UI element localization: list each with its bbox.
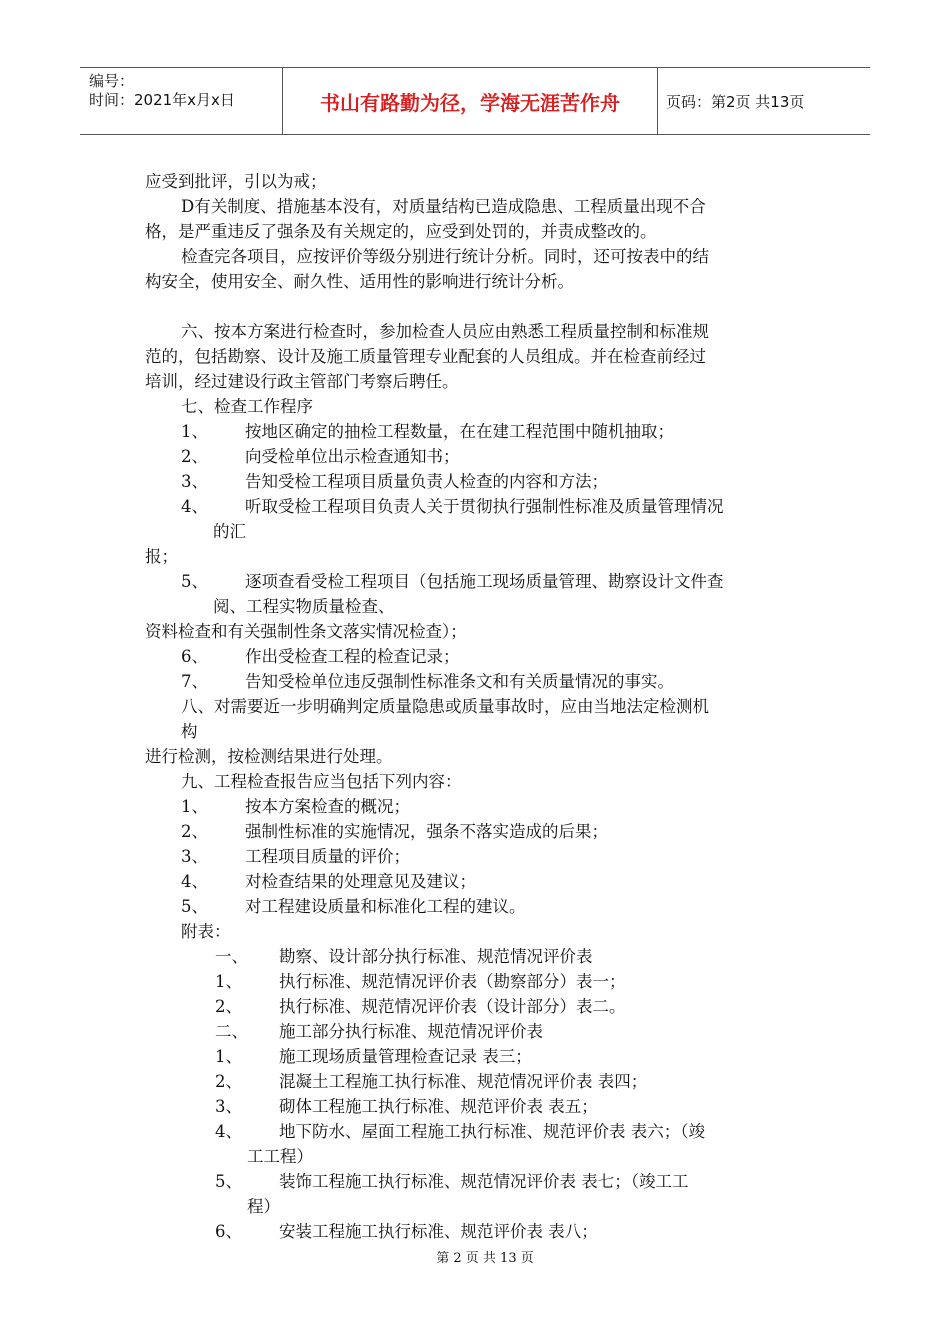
list-item: 地下防水、屋面工程施工执行标准、规范评价表 表六；（竣 <box>279 1122 705 1141</box>
paragraph-line: 检查完各项目，应按评价等级分别进行统计分析。同时，还可按表中的结 <box>181 247 709 266</box>
section-6-line: 六、按本方案进行检查时，参加检查人员应由熟悉工程质量控制和标准规 <box>181 322 709 341</box>
list-item: 对工程建设质量和标准化工程的建议。 <box>245 897 526 916</box>
document-time: 时间：2021年x月x日 <box>89 91 235 109</box>
list-number: 4、 <box>181 872 208 891</box>
list-number: 3、 <box>181 472 208 491</box>
list-number: 1、 <box>181 422 208 441</box>
list-item-continuation: 报； <box>145 547 178 566</box>
list-item-continuation: 的汇 <box>213 522 246 541</box>
section-6-line: 培训，经过建设行政主管部门考察后聘任。 <box>145 372 459 391</box>
list-item: 施工部分执行标准、规范情况评价表 <box>279 1022 543 1041</box>
section-8-line: 构 <box>181 722 198 741</box>
list-number: 7、 <box>181 672 208 691</box>
list-item: 工程项目质量的评价； <box>245 847 410 866</box>
list-item: 对检查结果的处理意见及建议； <box>245 872 476 891</box>
header-meta <box>80 68 283 134</box>
list-number: 6、 <box>215 1222 242 1241</box>
list-number: 1、 <box>215 972 242 991</box>
section-8-line: 八、对需要近一步明确判定质量隐患或质量事故时，应由当地法定检测机 <box>181 697 709 716</box>
list-number: 5、 <box>215 1172 242 1191</box>
paragraph-line: 格，是严重违反了强条及有关规定的，应受到处罚的，并责成整改的。 <box>145 222 657 241</box>
list-number: 2、 <box>181 822 208 841</box>
list-item: 听取受检工程项目负责人关于贯彻执行强制性标准及质量管理情况 <box>245 497 724 516</box>
list-item: 按地区确定的抽检工程数量，在在建工程范围中随机抽取； <box>245 422 674 441</box>
document-header <box>80 67 870 135</box>
list-item: 强制性标准的实施情况，强条不落实造成的后果； <box>245 822 608 841</box>
list-number: 2、 <box>215 997 242 1016</box>
list-number: 一、 <box>215 947 248 966</box>
list-number: 5、 <box>181 572 208 591</box>
list-number: 3、 <box>181 847 208 866</box>
document-number-label: 编号： <box>89 72 135 90</box>
section-6-line: 范的，包括勘察、设计及施工质量管理专业配套的人员组成。并在检查前经过 <box>145 347 706 366</box>
list-item: 装饰工程施工执行标准、规范情况评价表 表七；（竣工工 <box>279 1172 689 1191</box>
header-page-code: 页码：第2页 共13页 <box>666 92 805 111</box>
section-9-heading: 九、工程检查报告应当包括下列内容： <box>181 772 462 791</box>
section-7-heading: 七、检查工作程序 <box>181 397 313 416</box>
list-item: 勘察、设计部分执行标准、规范情况评价表 <box>279 947 593 966</box>
list-item: 执行标准、规范情况评价表（勘察部分）表一； <box>279 972 626 991</box>
list-item-continuation: 资料检查和有关强制性条文落实情况检查）； <box>145 622 467 641</box>
list-item-continuation: 工工程） <box>247 1147 313 1166</box>
list-number: 1、 <box>215 1047 242 1066</box>
list-number: 4、 <box>181 497 208 516</box>
list-number: 4、 <box>215 1122 242 1141</box>
list-number: 5、 <box>181 897 208 916</box>
list-number: 2、 <box>181 447 208 466</box>
header-motto: 书山有路勤为径，学海无涯苦作舟 <box>283 68 658 134</box>
list-item: 砌体工程施工执行标准、规范评价表 表五； <box>279 1097 598 1116</box>
list-item: 按本方案检查的概况； <box>245 797 410 816</box>
list-item: 安装工程施工执行标准、规范评价表 表八； <box>279 1222 598 1241</box>
list-item: 执行标准、规范情况评价表（设计部分）表二。 <box>279 997 626 1016</box>
list-item: 告知受检单位违反强制性标准条文和有关质量情况的事实。 <box>245 672 674 691</box>
list-item: 混凝土工程施工执行标准、规范情况评价表 表四； <box>279 1072 648 1091</box>
list-number: 二、 <box>215 1022 248 1041</box>
section-8-line: 进行检测，按检测结果进行处理。 <box>145 747 393 766</box>
list-number: 1、 <box>181 797 208 816</box>
list-item-continuation: 程） <box>247 1197 280 1216</box>
list-item: 作出受检查工程的检查记录； <box>245 647 460 666</box>
list-item: 向受检单位出示检查通知书； <box>245 447 460 466</box>
paragraph-line: D有关制度、措施基本没有，对质量结构已造成隐患、工程质量出现不合 <box>181 197 706 216</box>
list-number: 6、 <box>181 647 208 666</box>
list-item: 告知受检工程项目质量负责人检查的内容和方法； <box>245 472 608 491</box>
list-item: 逐项查看受检工程项目（包括施工现场质量管理、勘察设计文件查 <box>245 572 724 591</box>
page-footer: 第 2 页 共 13 页 <box>436 1251 534 1266</box>
list-number: 3、 <box>215 1097 242 1116</box>
list-item: 施工现场质量管理检查记录 表三； <box>279 1047 532 1066</box>
list-number: 2、 <box>215 1072 242 1091</box>
list-item-continuation: 阅、工程实物质量检查、 <box>213 597 395 616</box>
paragraph-line: 应受到批评，引以为戒； <box>145 172 327 191</box>
appendix-heading: 附表： <box>181 922 231 941</box>
paragraph-line: 构安全，使用安全、耐久性、适用性的影响进行统计分析。 <box>145 272 574 291</box>
